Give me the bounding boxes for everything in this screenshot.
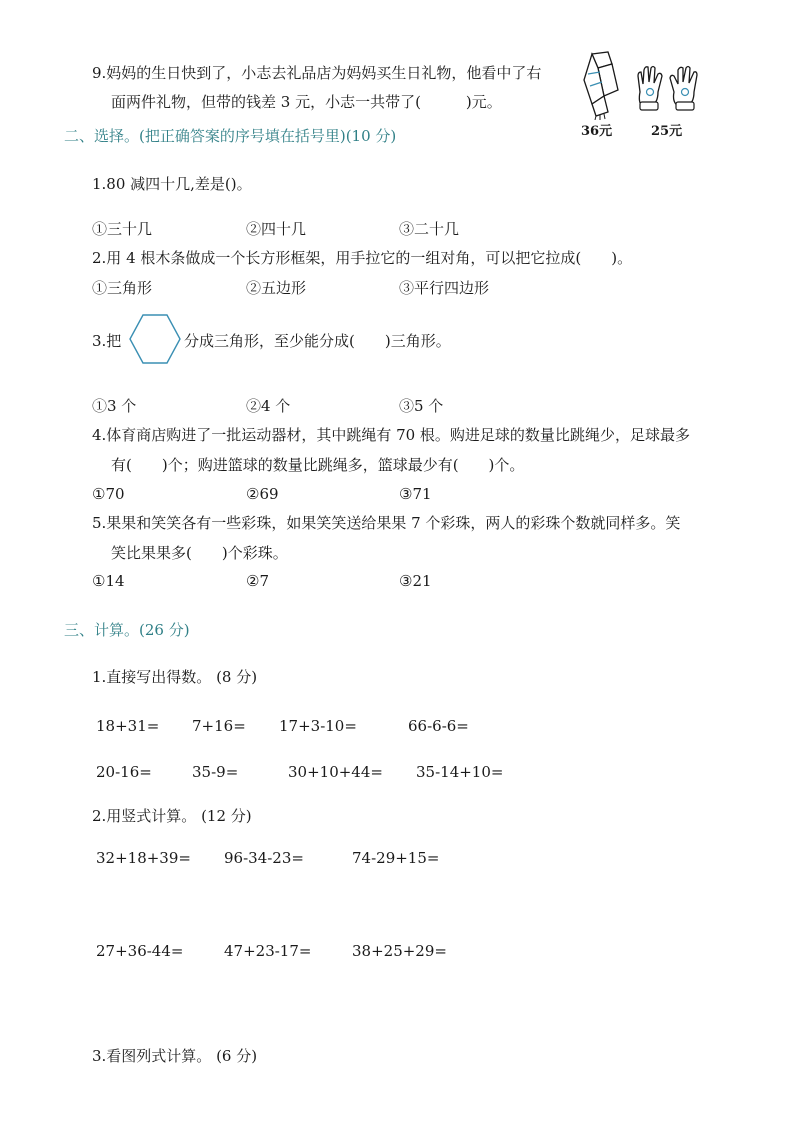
s3-q2-r2-c1: 27+36-44= [96, 942, 184, 960]
section3-heading: 三、计算。(26 分) [64, 621, 190, 639]
s2-q1-option-1: ①三十几 [92, 220, 153, 238]
s3-q2-r2-c2: 47+23-17= [224, 942, 312, 960]
section2-heading: 二、选择。(把正确答案的序号填在括号里)(10 分) [64, 127, 397, 145]
s2-q4-option-1: ①70 [92, 485, 125, 503]
s3-q1-r1-c3: 17+3-10= [279, 717, 357, 735]
s3-q1-title: 1.直接写出得数。 (8 分) [92, 668, 258, 686]
s3-q1-r2-c4: 35-14+10= [416, 763, 504, 781]
scarf-icon [578, 50, 626, 120]
s2-q4-option-2: ②69 [246, 485, 279, 503]
s2-q1-option-3: ③二十几 [399, 220, 460, 238]
s3-q2-r1-c1: 32+18+39= [96, 849, 191, 867]
s3-q1-r2-c3: 30+10+44= [288, 763, 383, 781]
s3-q3-title: 3.看图列式计算。 (6 分) [92, 1047, 258, 1065]
s3-q1-r1-c2: 7+16= [192, 717, 246, 735]
s2-q5-option-1: ①14 [92, 572, 125, 590]
hexagon-icon [128, 313, 182, 365]
s2-q1-text: 1.80 减四十几,差是()。 [92, 175, 252, 193]
gloves-icon [634, 62, 706, 114]
s3-q2-title: 2.用竖式计算。 (12 分) [92, 807, 252, 825]
s2-q2-text: 2.用 4 根木条做成一个长方形框架，用手拉它的一组对角，可以把它拉成( )。 [92, 249, 633, 267]
s3-q1-r2-c2: 35-9= [192, 763, 239, 781]
q9-line1: 9.妈妈的生日快到了，小志去礼品店为妈妈买生日礼物，他看中了右 [92, 64, 542, 82]
scarf-price: 36元 [581, 124, 613, 139]
s2-q4-line1: 4.体育商店购进了一批运动器材，其中跳绳有 70 根。购进足球的数量比跳绳少，足球最多 [92, 426, 690, 444]
s2-q5-option-2: ②7 [246, 572, 269, 590]
s3-q2-r2-c3: 38+25+29= [352, 942, 447, 960]
s2-q1-option-2: ②四十几 [246, 220, 307, 238]
s2-q3-option-2: ②4 个 [246, 397, 291, 415]
s2-q5-option-3: ③21 [399, 572, 432, 590]
s2-q2-option-1: ①三角形 [92, 279, 153, 297]
s2-q3-option-1: ①3 个 [92, 397, 137, 415]
s3-q2-r1-c3: 74-29+15= [352, 849, 440, 867]
gloves-price: 25元 [651, 124, 683, 139]
s2-q4-line2: 有( )个；购进篮球的数量比跳绳多，篮球最少有( )个。 [111, 456, 525, 474]
s2-q3-option-3: ③5 个 [399, 397, 444, 415]
s2-q2-option-2: ②五边形 [246, 279, 307, 297]
s3-q1-r1-c1: 18+31= [96, 717, 160, 735]
s2-q4-option-3: ③71 [399, 485, 432, 503]
s3-q1-r2-c1: 20-16= [96, 763, 152, 781]
s2-q2-option-3: ③平行四边形 [399, 279, 490, 297]
s2-q3-prefix: 3.把 [92, 332, 122, 350]
s2-q3-suffix: 分成三角形，至少能分成( )三角形。 [184, 332, 451, 350]
s2-q5-line1: 5.果果和笑笑各有一些彩珠，如果笑笑送给果果 7 个彩珠，两人的彩珠个数就同样多。笑 [92, 514, 681, 532]
s3-q1-r1-c4: 66-6-6= [408, 717, 469, 735]
s2-q5-line2: 笑比果果多( )个彩珠。 [111, 544, 288, 562]
q9-line2: 面两件礼物，但带的钱差 3 元，小志一共带了( )元。 [111, 93, 502, 111]
s3-q2-r1-c2: 96-34-23= [224, 849, 304, 867]
